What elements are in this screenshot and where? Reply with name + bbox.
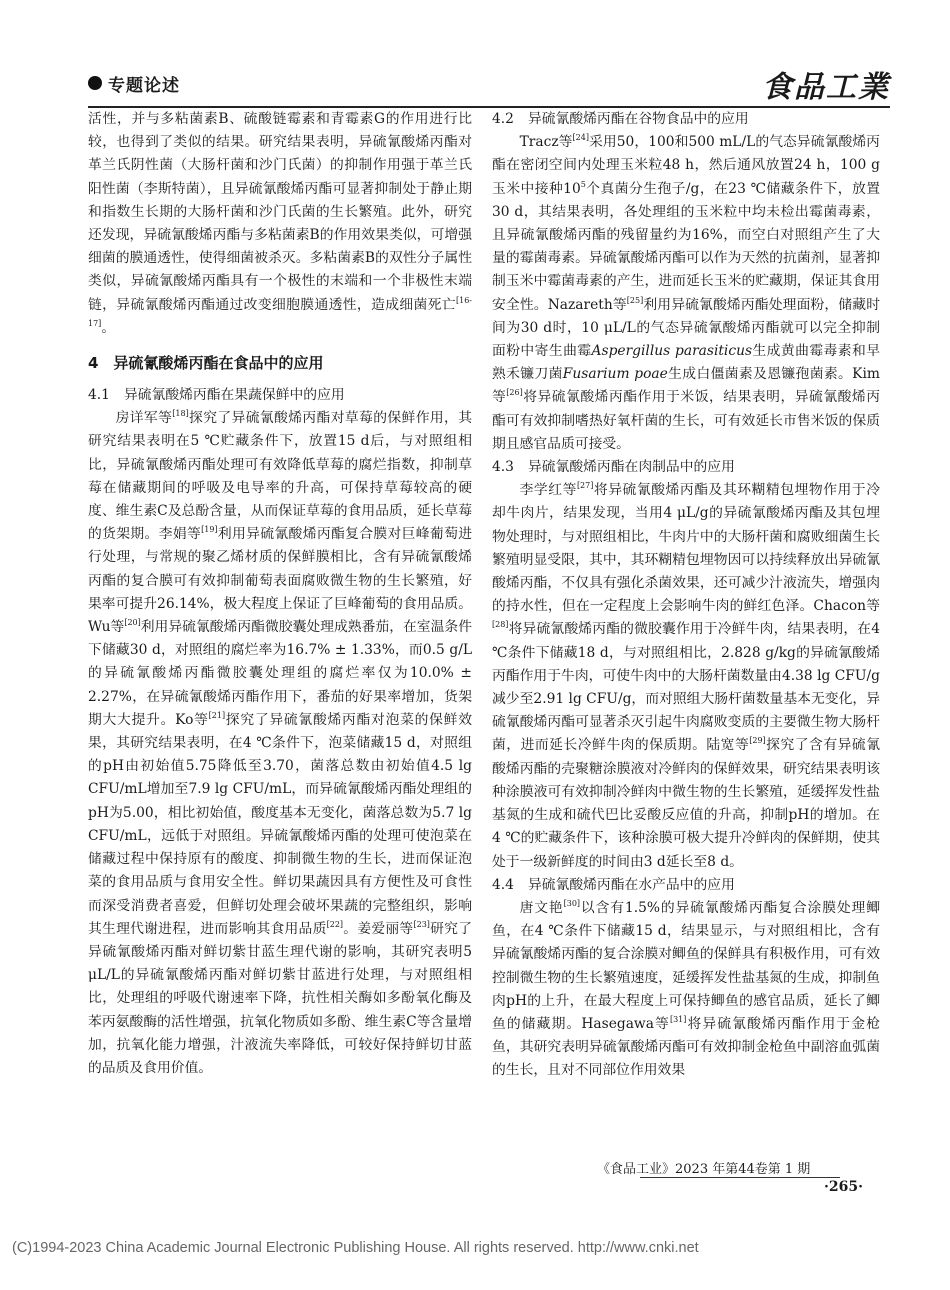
citation[interactable]: [27] [576,481,594,491]
left-column [88,108,472,1080]
journal-logo: 食品工業 [762,70,890,105]
paragraph: 唐文艳[30]以含有1.5%的异硫氰酸烯丙酯复合涂膜处理鲫鱼，在4 ℃条件下储藏15 d，结果显示，与对照组相比，含有异硫氰酸烯丙酯的复合涂膜对鲫鱼的保鲜具有积极作用，可有效控制微生物的生长繁殖速度，延缓挥发性盐基氮的生成，抑制鱼肉pH的上升，在最大程度上可保持鲫鱼的感官品质，延长了鲫鱼的储藏期。Hasegawa等[31]将异硫氰酸烯丙酯作用于金枪鱼，其研究表明异硫氰酸烯丙酯可有效抑制金枪鱼中副溶血弧菌的生长，且对不同部位作用效果 [492,898,880,1079]
citation[interactable]: [23] [413,919,430,929]
subsection-heading-4-4: 4.4 异硫氰酸烯丙酯在水产品中的应用 [492,876,735,893]
footer-rule [640,1177,840,1178]
citation[interactable]: [24] [572,133,589,143]
citation[interactable]: [31] [669,1014,687,1024]
citation[interactable]: [25] [626,295,644,305]
right-column [492,108,880,1083]
citation[interactable]: [22] [326,919,344,929]
paragraph: 李学红等[27]将异硫氰酸烯丙酯及其环糊精包埋物作用于冷却牛肉片，结果发现，当用4 μL/g的异硫氰酸烯丙酯及其包埋物处理时，与对照组相比，牛肉片中的大肠杆菌和腐败细菌生长繁殖明显受限，其中，其环糊精包埋物因可以持续释放出异硫氰酸烯丙酯，不仅具有强化杀菌效果，还可减少汁液流失，增强肉的持水性，但在一定程度上会影响牛肉的鲜红色泽。Chacon等[28]将异硫氰酸烯丙酯的微胶囊作用于冷鲜牛肉，结果表明，在4 ℃条件下储藏18 d，与对照组相比，2.828 g/kg的异硫氰酸烯丙酯作用于牛肉，可使牛肉中的大肠杆菌数量由4.38 lg CFU/g减少至2.91 lg CFU/g，而对照组大肠杆菌数量基本无变化，异硫氰酸烯丙酯可显著杀灭引起牛肉腐败变质的主要微生物大肠杆菌，进而延长冷鲜牛肉的保质期。陆宽等[29]探究了含有异硫氰酸烯丙酯的壳聚糖涂膜液对冷鲜肉的保鲜效果，研究结果表明该种涂膜液可有效抑制冷鲜肉中微生物的生长繁殖，延缓挥发性盐基氮的生成和硫代巴比妥酸反应值的升高，抑制pH的增加。在4 ℃的贮藏条件下，该种涂膜可极大提升冷鲜肉的保鲜期，使其处于一级新鲜度的时间由3 d延长至8 d。 [492,481,881,870]
citation[interactable]: [18] [172,409,189,419]
journal-citation: 《食品工业》2023 年第44卷第 1 期 [597,1162,811,1177]
subsection-heading-4-3: 4.3 异硫氰酸烯丙酯在肉制品中的应用 [492,459,735,476]
paragraph: 活性，并与多粘菌素B、硫酸链霉素和青霉素G的作用进行比较，也得到了类似的结果。研究结果表明，异硫氰酸烯丙酯对革兰氏阴性菌（大肠杆菌和沙门氏菌）的抑制作用强于革兰氏阳性菌（李斯特菌），且异硫氰酸烯丙酯可显著抑制处于静止期和指数生长期的大肠杆菌和沙门氏菌的生长繁殖。此外，研究还发现，异硫氰酸烯丙酯与多粘菌素B的作用效果类似，可增强细菌的膜通透性，使得细菌被杀灭。多粘菌素B的双性分子属性类似，异硫氰酸烯丙酯具有一个极性的末端和一个非极性末端链，异硫氰酸烯丙酯通过改变细胞膜通透性，造成细菌死亡[16-17]。 [88,111,472,336]
citation[interactable]: [20] [124,618,141,628]
copyright-notice: (C)1994-2023 China Academic Journal Electronic Publishing House. All rights reserved. http://www.cnki.net [12,1240,699,1256]
subsection-heading-4-2: 4.2 异硫氰酸烯丙酯在谷物食品中的应用 [492,111,749,127]
exponent: 5 [580,179,586,189]
citation[interactable]: [16-17] [88,295,472,328]
citation[interactable]: [21] [208,710,226,720]
paragraph: 房详军等[18]探究了异硫氰酸烯丙酯对草莓的保鲜作用，其研究结果表明在5 ℃贮藏条件下，放置15 d后，与对照组相比，异硫氰酸烯丙酯处理可有效降低草莓的腐烂指数，抑制草莓在储藏期间的呼吸及电导率的升高，可保持草莓较高的硬度、维生素C及总酚含量，从而保证草莓的食用品质，延长草莓的货架期。李娟等[19]利用异硫氰酸烯丙酯复合膜对巨峰葡萄进行处理，与常规的聚乙烯材质的保鲜膜相比，含有异硫氰酸烯丙酯的复合膜可有效抑制葡萄表面腐败微生物的生长繁殖，好果率可提升26.14%，极大程度上保证了巨峰葡萄的食用品质。Wu等[20]利用异硫氰酸烯丙酯微胶囊处理成熟番茄，在室温条件下储藏30 d，对照组的腐烂率为16.7% ± 1.33%，而0.5 g/L的异硫氰酸烯丙酯微胶囊处理组的腐烂率仅为10.0% ± 2.27%，在异硫氰酸烯丙酯作用下，番茄的好果率增加，货架期大大提升。Ko等[21]探究了异硫氰酸烯丙酯对泡菜的保鲜效果，其研究结果表明，在4 ℃条件下，泡菜储藏15 d，对照组的pH由初始值5.75降低至3.70，菌落总数由初始值4.5 lg CFU/mL增加至7.9 lg CFU/mL，而异硫氰酸烯丙酯处理组的pH为5.00，相比初始值，酸度基本无变化，菌落总数为5.7 lg CFU/mL，远低于对照组。异硫氰酸烯丙酯的处理可使泡菜在储藏过程中保持原有的酸度、抑制微生物的生长，进而保证泡菜的食用品质与食用安全性。鲜切果蔬因具有方便性及可食性而深受消费者喜爱，但鲜切处理会破坏果蔬的完整组织，影响其生理代谢进程，进而影响其食用品质[22]。姜爱丽等[23]研究了异硫氰酸烯丙酯对鲜切紫甘蓝生理代谢的影响，其研究表明5 μL/L的异硫氰酸烯丙酯对鲜切紫甘蓝进行处理，与对照组相比，处理组的呼吸代谢速率下降，抗性相关酶如多酚氧化酶及苯丙氨酸酶的活性增强，抗氧化物质如多酚、维生素C等含量增加，抗氧化能力增强，汁液流失率降低，可较好保持鲜切甘蓝的品质及食用价值。 [88,409,473,1076]
section-label: 专题论述 [108,76,180,96]
bullet-icon [88,76,102,90]
citation[interactable]: [26] [506,388,523,398]
section-heading-4: 4 异硫氰酸烯丙酯在食品中的应用 [88,354,324,373]
paragraph: Tracz等[24]采用50，100和500 mL/L的气态异硫氰酸烯丙酯在密闭空间内处理玉米粒48 h，然后通风放置24 h，100 g玉米中接种$10^5$个真菌分生孢子/g，在23 ℃储藏条件下，放置30 d，其结果表明，各处理组的玉米粒中均未检出霉菌毒素，且异硫氰酸烯丙酯的残留量约为16%，而空白对照组产生了大量的霉菌毒素。异硫氰酸烯丙酯可以作为天然的抗菌剂，显著抑制玉米中霉菌毒素的产生，进而延长玉米的贮藏期，保证其食用安全性。Nazareth等[25]利用异硫氰酸烯丙酯处理面粉，储藏时间为30 d时，10 μL/L的气态异硫氰酸烯丙酯就可以完全抑制面粉中寄生曲霉Aspergillus parasiticus生成黄曲霉毒素和早熟禾镰刀菌Fusarium poae生成白僵菌素及恩镰孢菌素。Kim等[26]将异硫氰酸烯丙酯作用于米饭，结果表明，异硫氰酸烯丙酯可有效抑制嗜热好氧杆菌的生长，可有效延长市售米饭的保质期且感官品质可接受。 [492,133,881,452]
species-name: Fusarium poae [562,366,668,383]
citation[interactable]: [28] [492,620,509,630]
citation[interactable]: [30] [563,898,581,908]
page-number: ·265· [824,1179,863,1195]
citation[interactable]: [19] [201,525,218,535]
subsection-heading-4-1: 4.1 异硫氰酸烯丙酯在果蔬保鲜中的应用 [88,387,345,404]
citation[interactable]: [29] [749,736,766,746]
page-header [88,66,890,105]
species-name: Aspergillus parasiticus [591,343,753,360]
